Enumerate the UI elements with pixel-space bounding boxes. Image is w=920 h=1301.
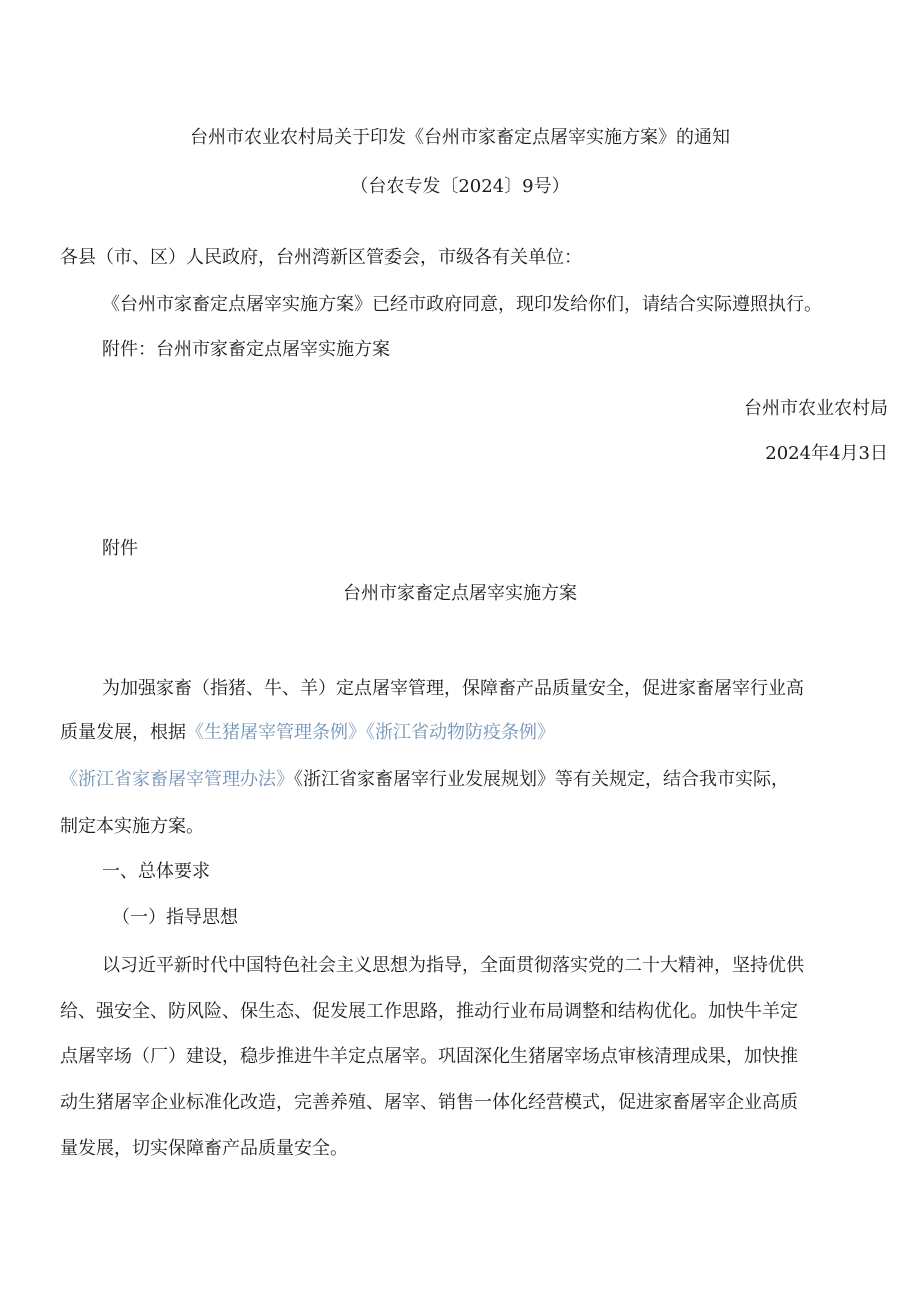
document-title: 台州市农业农村局关于印发《台州市家畜定点屠宰实施方案》的通知 bbox=[190, 127, 730, 148]
addressee: 各县（市、区）人民政府，台州湾新区管委会，市级各有关单位： bbox=[60, 247, 582, 268]
attachment-reference: 附件：台州市家畜定点屠宰实施方案 bbox=[102, 339, 390, 360]
guiding-paragraph-line-3: 点屠宰场（厂）建设，稳步推进牛羊定点屠宰。巩固深化生猪屠宰场点审核清理成果，加快推 bbox=[60, 1046, 798, 1067]
intro-line-4: 制定本实施方案。 bbox=[60, 816, 204, 837]
intro-line-2 bbox=[60, 719, 555, 746]
regulation-link-animal-epidemic[interactable]: 《浙江省动物防疫条例》 bbox=[366, 722, 555, 743]
section-1-heading: 一、总体要求 bbox=[102, 861, 210, 882]
guiding-paragraph-line-1: 以习近平新时代中国特色社会主义思想为指导，全面贯彻落实党的二十大精神，坚持优供 bbox=[102, 955, 804, 976]
notice-body: 《台州市家畜定点屠宰实施方案》已经市政府同意，现印发给你们，请结合实际遵照执行。 bbox=[102, 294, 822, 315]
regulation-link-livestock-slaughter[interactable]: 《浙江省家畜屠宰管理办法》 bbox=[60, 769, 294, 790]
intro-line-2-prefix: 质量发展，根据 bbox=[60, 722, 186, 743]
attachment-label: 附件 bbox=[102, 538, 138, 559]
guiding-paragraph-line-2: 给、强安全、防风险、保生态、促发展工作思路，推动行业布局调整和结构优化。加快牛羊定 bbox=[60, 1001, 798, 1022]
intro-line-3-rest: 《浙江省家畜屠宰行业发展规划》等有关规定，结合我市实际， bbox=[294, 769, 789, 790]
section-1-1-heading: （一）指导思想 bbox=[112, 907, 238, 928]
issue-date: 2024年4月3日 bbox=[765, 443, 888, 464]
guiding-paragraph-line-5: 量发展，切实保障畜产品质量安全。 bbox=[60, 1138, 348, 1159]
issuer: 台州市农业农村局 bbox=[744, 398, 888, 419]
guiding-paragraph-line-4: 动生猪屠宰企业标准化改造，完善养殖、屠宰、销售一体化经营模式，促进家畜屠宰企业高质 bbox=[60, 1092, 798, 1113]
regulation-link-pig-slaughter[interactable]: 《生猪屠宰管理条例》 bbox=[186, 722, 366, 743]
attachment-title: 台州市家畜定点屠宰实施方案 bbox=[343, 583, 577, 604]
intro-line-3 bbox=[60, 766, 789, 793]
intro-line-1: 为加强家畜（指猪、牛、羊）定点屠宰管理，保障畜产品质量安全，促进家畜屠宰行业高 bbox=[102, 678, 804, 699]
document-number: （台农专发〔2024〕9号） bbox=[350, 176, 570, 197]
